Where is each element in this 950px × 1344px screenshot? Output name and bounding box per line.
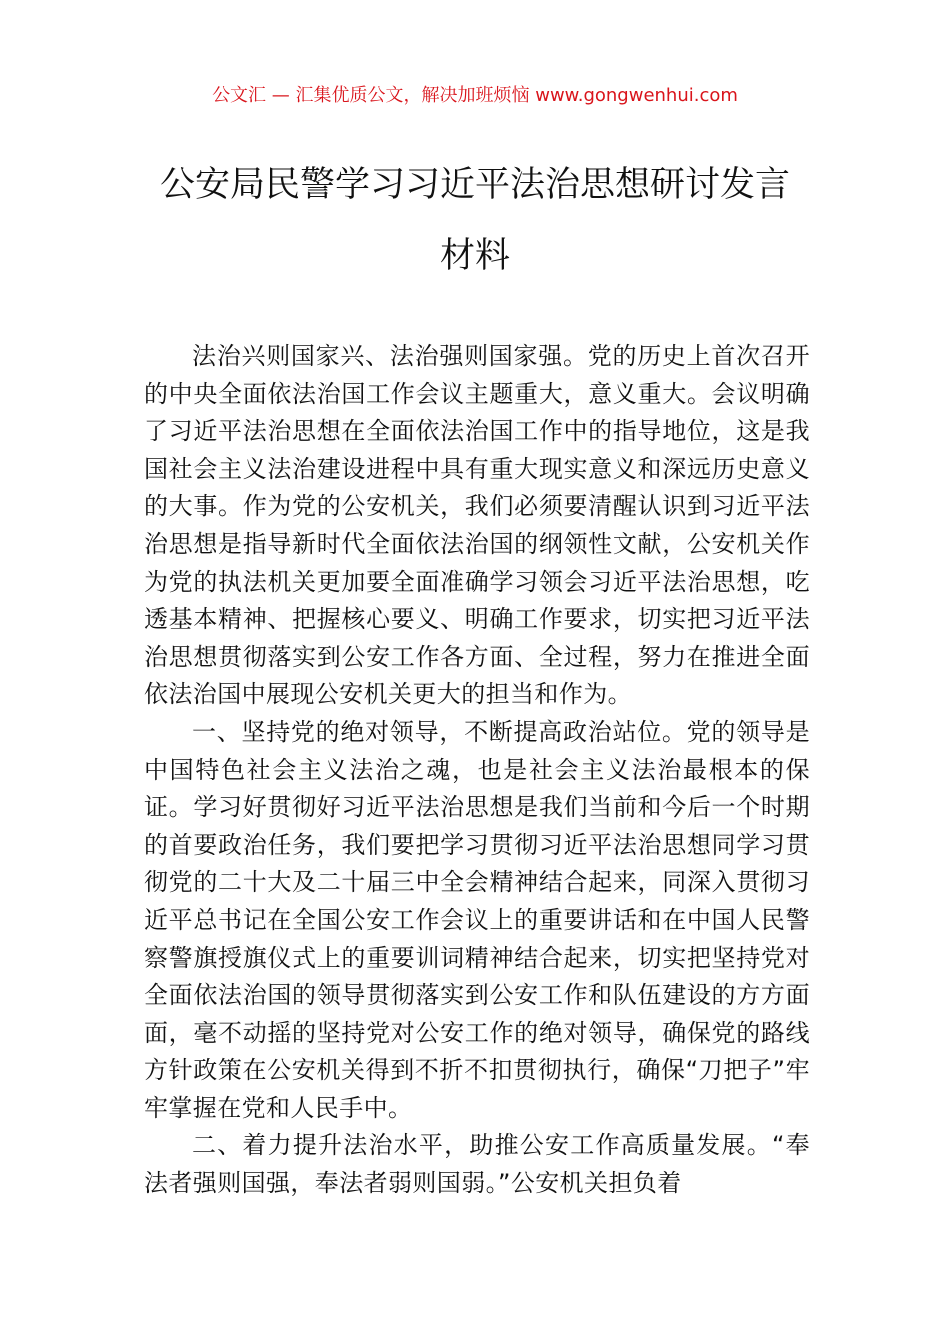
document-body: [144, 338, 810, 1203]
paragraph-section-1: 一、坚持党的绝对领导，不断提高政治站位。党的领导是中国特色社会主义法治之魂，也是社会主义法治最根本的保证。学习好贯彻好习近平法治思想是我们当前和今后一个时期的首要政治任务，我们要把学习贯彻习近平法治思想同学习贯彻党的二十大及二十届三中全会精神结合起来，同深入贯彻习近平总书记在全国公安工作会议上的重要讲话和在中国人民警察警旗授旗仪式上的重要训词精神结合起来，切实把坚持党对全面依法治国的领导贯彻落实到公安工作和队伍建设的方方面面，毫不动摇的坚持党对公安工作的绝对领导，确保党的路线方针政策在公安机关得到不折不扣贯彻执行，确保“刀把子”牢牢掌握在党和人民手中。: [144, 717, 810, 1122]
site-banner: 公文汇 — 汇集优质公文，解决加班烦恼 www.gongwenhui.com: [212, 85, 738, 106]
document-title-line-2: 材料: [439, 236, 510, 276]
document-title: [120, 150, 830, 292]
paragraph-section-2: 二、着力提升法治水平，助推公安工作高质量发展。“奉法者强则国强，奉法者弱则国弱。”公安机关担负着: [144, 1131, 810, 1198]
document-title-line-1: 公安局民警学习习近平法治思想研讨发言: [159, 165, 790, 205]
paragraph-intro: 法治兴则国家兴、法治强则国家强。党的历史上首次召开的中央全面依法治国工作会议主题重大，意义重大。会议明确了习近平法治思想在全面依法治国工作中的指导地位，这是我国社会主义法治建设进程中具有重大现实意义和深远历史意义的大事。作为党的公安机关，我们必须要清醒认识到习近平法治思想是指导新时代全面依法治国的纲领性文献，公安机关作为党的执法机关更加要全面准确学习领会习近平法治思想，吃透基本精神、把握核心要义、明确工作要求，切实把习近平法治思想贯彻落实到公安工作各方面、全过程，努力在推进全面依法治国中展现公安机关更大的担当和作为。: [144, 342, 810, 709]
